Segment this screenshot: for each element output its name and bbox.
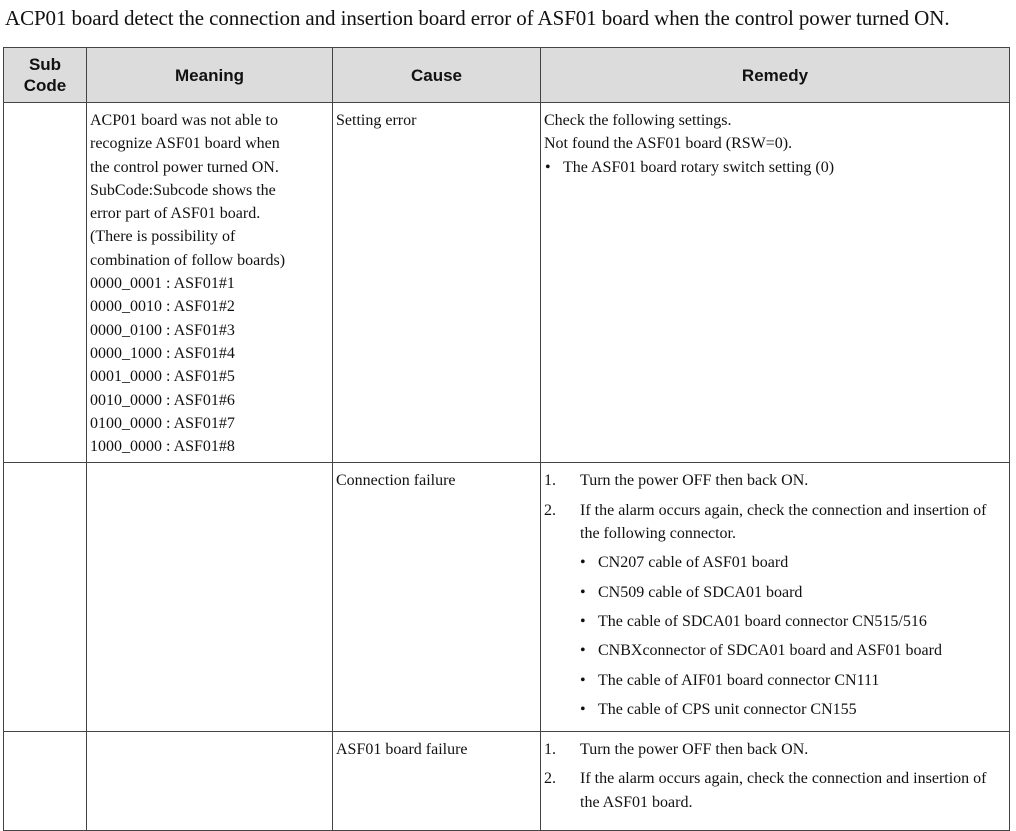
header-cause: Cause [333, 48, 541, 103]
cause-text: ASF01 board failure [336, 741, 468, 759]
table-row [4, 103, 1010, 463]
meaning-line: (There is possibility of [90, 228, 236, 246]
remedy-steps [544, 469, 1006, 721]
step-text: Turn the power OFF then back ON. [580, 741, 809, 759]
header-sub-code-line1: Sub [28, 55, 62, 74]
remedy-cell [541, 463, 1010, 732]
step-number: 1. [544, 472, 556, 490]
cause-cell [333, 732, 541, 831]
remedy-step [544, 767, 1006, 814]
subcode-mapping: 0001_0000 : ASF01#5 [90, 368, 235, 386]
sub-code-cell [4, 463, 87, 732]
remedy-line: Not found the ASF01 board (RSW=0). [544, 135, 793, 153]
subcode-mapping: 0000_0010 : ASF01#2 [90, 298, 235, 316]
step-text: If the alarm occurs again, check the connection and insertion of the following connector. [580, 501, 987, 543]
remedy-step [544, 738, 1006, 761]
step-text: Turn the power OFF then back ON. [580, 472, 809, 490]
connector-bullet: • The cable of CPS unit connector CN155 [580, 698, 1006, 721]
step-text: If the alarm occurs again, check the connection and insertion of the ASF01 board. [580, 770, 987, 811]
cause-cell [333, 103, 541, 463]
header-sub-code-line2: Code [23, 76, 67, 95]
meaning-cell [87, 103, 333, 463]
remedy-cell [541, 732, 1010, 831]
connector-bullet: • The cable of AIF01 board connector CN111 [580, 669, 1006, 692]
remedy-line: Check the following settings. [544, 112, 732, 129]
meaning-cell [87, 463, 333, 732]
meaning-line: combination of follow boards) [90, 251, 286, 269]
header-meaning: Meaning [87, 48, 333, 103]
header-remedy: Remedy [541, 48, 1010, 103]
alarm-table [3, 47, 1010, 831]
connector-bullet: • CNBXconnector of SDCA01 board and ASF01 board [580, 639, 1006, 662]
table-header-row [4, 48, 1010, 103]
meaning-line: error part of ASF01 board. [90, 205, 261, 223]
header-sub-code [4, 48, 87, 103]
remedy-bullet: • The ASF01 board rotary switch setting (0) [544, 156, 1006, 179]
subcode-mapping: 0010_0000 : ASF01#6 [90, 391, 235, 409]
remedy-steps [544, 738, 1006, 814]
sub-code-cell [4, 732, 87, 831]
step-number: 2. [544, 770, 556, 788]
subcode-mapping: 0000_1000 : ASF01#4 [90, 344, 235, 362]
meaning-line: recognize ASF01 board when [90, 135, 280, 153]
meaning-line: ACP01 board was not able to [90, 112, 278, 129]
subcode-mapping: 1000_0000 : ASF01#8 [90, 438, 235, 456]
connector-bullet: • The cable of SDCA01 board connector CN515/516 [580, 610, 1006, 633]
remedy-cell [541, 103, 1010, 463]
step-number: 1. [544, 741, 556, 759]
cause-text: Connection failure [336, 472, 456, 490]
subcode-mapping: 0100_0000 : ASF01#7 [90, 414, 235, 432]
connector-bullet: • CN207 cable of ASF01 board [580, 551, 1006, 574]
subcode-mapping: 0000_0100 : ASF01#3 [90, 321, 235, 339]
meaning-text [90, 109, 329, 458]
remedy-step [544, 469, 1006, 492]
connector-bullet: • CN509 cable of SDCA01 board [580, 581, 1006, 604]
sub-code-cell [4, 103, 87, 463]
subcode-mapping: 0000_0001 : ASF01#1 [90, 275, 235, 293]
table-row [4, 463, 1010, 732]
cause-text: Setting error [336, 112, 417, 129]
cause-cell [333, 463, 541, 732]
step-number: 2. [544, 501, 556, 519]
meaning-line: SubCode:Subcode shows the [90, 181, 276, 199]
page-title: ACP01 board detect the connection and insertion board error of ASF01 board when the control power turned ON. [5, 6, 950, 30]
meaning-line: the control power turned ON. [90, 158, 279, 176]
remedy-step [544, 499, 1006, 721]
meaning-cell [87, 732, 333, 831]
table-row [4, 732, 1010, 831]
